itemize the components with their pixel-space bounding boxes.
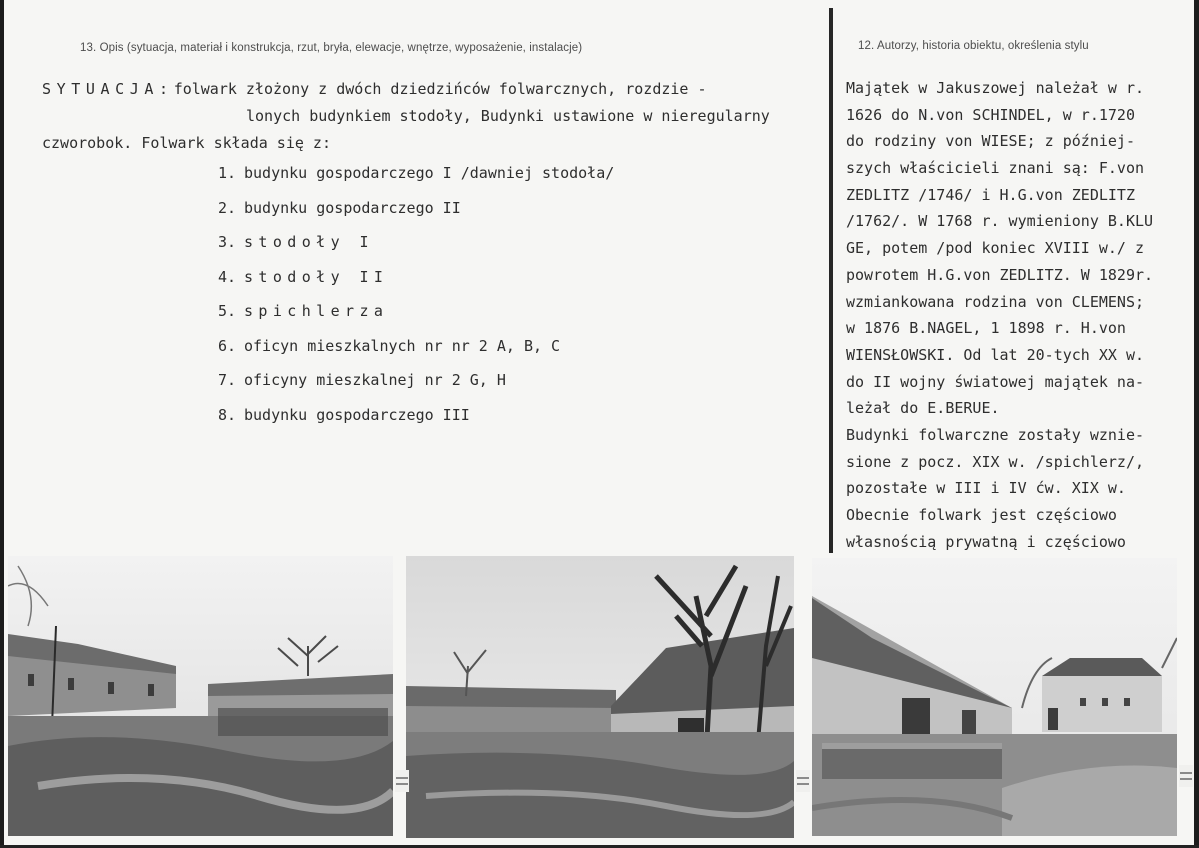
building-list-text: oficyn mieszkalnych nr nr 2 A, B, C <box>244 336 561 355</box>
history-line: /1762/. W 1768 r. wymieniony B.KLU <box>846 212 1154 231</box>
building-list-text: stodoły II <box>244 267 389 286</box>
sheet-edge-left <box>0 0 4 848</box>
description-line-3: czworobok. Folwark składa się z: <box>42 134 331 152</box>
building-list-number: 4. <box>218 267 237 286</box>
building-list-item <box>218 233 614 268</box>
building-list-text: oficyny mieszkalnej nr 2 G, H <box>244 371 506 389</box>
history-line: Obecnie folwark jest częściowo <box>846 506 1117 524</box>
building-list-text: budynku gospodarczego I /dawniej stodoła/ <box>244 164 615 182</box>
history-line: Majątek w Jakuszowej należał w r. <box>846 79 1145 97</box>
description-line-2: lonych budynkiem stodoły, Budynki ustawione w nieregularny <box>246 107 770 125</box>
history-line: do rodziny von WIESE; z później- <box>846 132 1135 151</box>
building-list-text: budynku gospodarczego III <box>244 405 470 424</box>
history-line: wzmiankowana rodzina von CLEMENS; <box>846 292 1145 311</box>
building-list-item <box>218 199 614 234</box>
sheet-edge-right <box>1194 0 1199 848</box>
building-list-number: 8. <box>218 405 237 424</box>
building-list-item <box>218 268 614 303</box>
building-list-item <box>218 302 614 337</box>
building-list-item <box>218 406 614 441</box>
history-line: szych właścicieli znani są: F.von <box>846 159 1145 178</box>
photo-barn-with-tree <box>406 556 794 838</box>
description-header: 13. Opis (sytuacja, materiał i konstrukcja, rzut, bryła, elewacje, wnętrze, wyposażenie, instalacje) <box>80 42 583 54</box>
history-line: powrotem H.G.von ZEDLITZ. W 1829r. <box>846 265 1154 284</box>
history-line: do II wojny światowej majątek na- <box>846 372 1145 391</box>
history-line: sione z pocz. XIX w. /spichlerz/, <box>846 452 1145 471</box>
history-line: w 1876 B.NAGEL, 1 1898 r. H.von <box>846 319 1126 338</box>
history-line: własnością prywatną i częściowo <box>846 532 1126 551</box>
building-list-number: 3. <box>218 233 237 251</box>
history-line: GE, potem /pod koniec XVIII w./ z <box>846 239 1145 258</box>
building-list-item <box>218 337 614 372</box>
history-line: leżał do E.BERUE. <box>846 399 1000 418</box>
history-line: ZEDLITZ /1746/ i H.G.von ZEDLITZ <box>846 185 1135 204</box>
history-text <box>846 75 1186 582</box>
mounting-tape-1 <box>395 770 409 792</box>
history-line: WIENSŁOWSKI. Od lat 20-tych XX w. <box>846 345 1145 364</box>
description-line-1 <box>42 80 707 98</box>
building-list-number: 2. <box>218 198 237 217</box>
building-list-text: spichlerza <box>244 302 389 320</box>
mounting-tape-3 <box>1179 765 1193 787</box>
photo-barn-and-granary <box>812 558 1177 836</box>
building-list-text: budynku gospodarczego II <box>244 198 461 217</box>
building-list <box>218 164 614 440</box>
building-list-number: 1. <box>218 164 237 182</box>
building-list-number: 6. <box>218 336 237 355</box>
building-list-text: stodoły I <box>244 233 374 251</box>
situation-label: SYTUACJA: <box>42 80 174 98</box>
history-line: Budynki folwarczne zostały wznie- <box>846 425 1145 444</box>
building-list-item <box>218 164 614 199</box>
history-header: 12. Autorzy, historia obiektu, określenia stylu <box>858 40 1089 52</box>
photo-farmyard-left <box>8 556 393 836</box>
building-list-item <box>218 371 614 406</box>
mounting-tape-2 <box>796 770 810 792</box>
building-list-number: 7. <box>218 371 237 389</box>
history-line: 1626 do N.von SCHINDEL, w r.1720 <box>846 105 1135 124</box>
building-list-number: 5. <box>218 302 237 320</box>
history-line: pozostałe w III i IV ćw. XIX w. <box>846 479 1126 498</box>
description-line-1-text: folwark złożony z dwóch dziedzińców folwarcznych, rozdzie - <box>173 80 707 98</box>
column-divider <box>829 8 833 553</box>
